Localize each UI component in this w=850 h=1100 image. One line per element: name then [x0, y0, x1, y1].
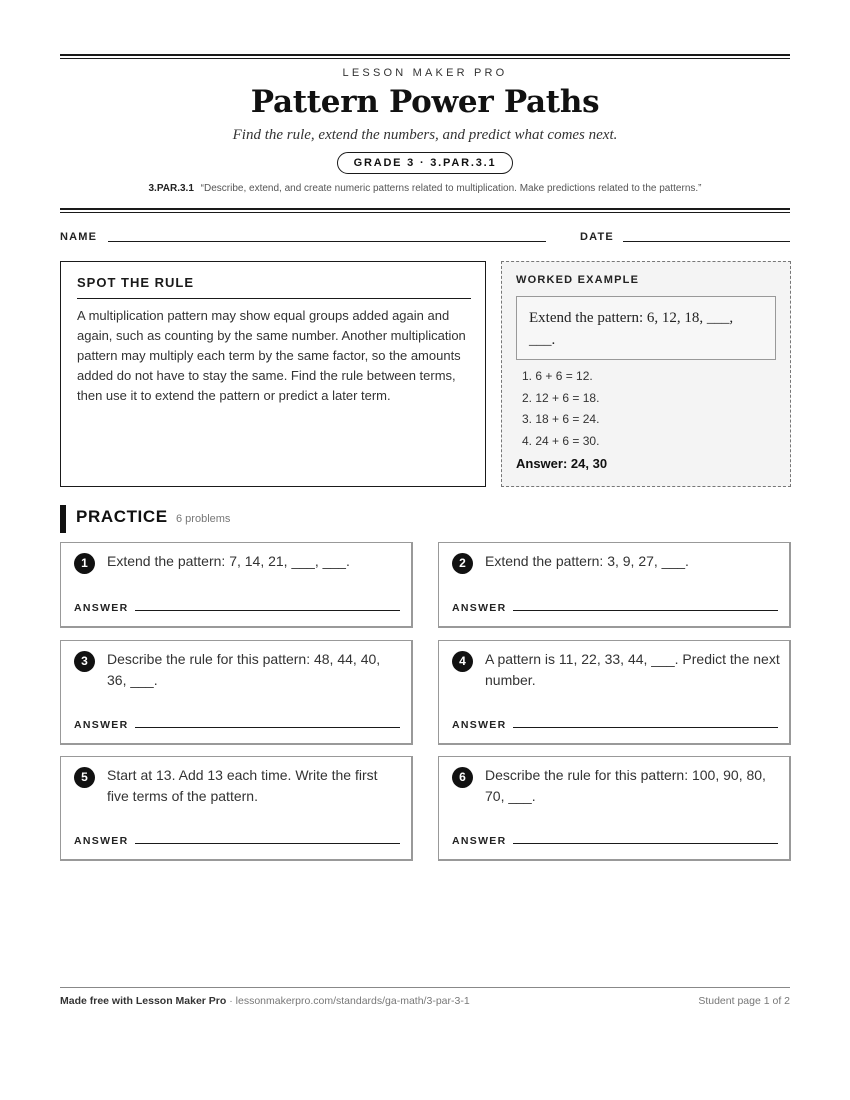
grade-badge: GRADE 3 · 3.PAR.3.1 — [337, 152, 514, 174]
problem-number-badge: 5 — [74, 767, 95, 788]
problem-number-badge: 4 — [452, 651, 473, 672]
problem-card-1 — [60, 542, 413, 628]
problem-card-3 — [60, 640, 413, 745]
problem-card-2 — [438, 542, 791, 628]
answer-label: ANSWER — [74, 602, 129, 614]
problem-number-badge: 6 — [452, 767, 473, 788]
problem-text: Start at 13. Add 13 each time. Write the first five terms of the pattern. — [107, 767, 378, 804]
date-field[interactable] — [623, 241, 790, 242]
practice-count: 6 problems — [176, 513, 231, 525]
worked-example-prompt: Extend the pattern: 6, 12, 18, ___, ___. — [516, 296, 776, 360]
problem-card-5 — [60, 756, 413, 861]
worked-example-step: 1. 6 + 6 = 12. — [522, 369, 593, 383]
page-subtitle: Find the rule, extend the numbers, and predict what comes next. — [232, 127, 618, 143]
problem-number-badge: 1 — [74, 553, 95, 574]
problem-text: Extend the pattern: 7, 14, 21, ___, ___. — [107, 553, 350, 569]
answer-field[interactable] — [513, 610, 778, 611]
answer-label: ANSWER — [74, 835, 129, 847]
problem-card-6 — [438, 756, 791, 861]
worked-example-heading: WORKED EXAMPLE — [516, 274, 640, 286]
worked-example-answer: Answer: 24, 30 — [516, 456, 608, 471]
spot-the-rule-heading: SPOT THE RULE — [77, 275, 195, 290]
header-top-rule — [60, 54, 790, 59]
problem-text: Describe the rule for this pattern: 100, 90, 80, 70, ___. — [485, 767, 766, 804]
answer-field[interactable] — [135, 610, 400, 611]
worked-example-steps — [522, 366, 599, 452]
name-field[interactable] — [108, 241, 546, 242]
date-label: DATE — [580, 231, 614, 243]
answer-label: ANSWER — [452, 602, 507, 614]
spot-the-rule-text: A multiplication pattern may show equal groups added again and again, such as counting by the same number. Another multiplication pattern may multiply each term by the same factor, so the amounts added do not have to stay the same. Find the rule between terms, then use it to extend the pattern or predict a later term. — [77, 308, 466, 403]
standard-text: “Describe, extend, and create numeric patterns related to multiplication. Make predictions related to the patterns.” — [200, 183, 702, 194]
worked-example-box — [501, 261, 791, 487]
answer-label: ANSWER — [452, 835, 507, 847]
problem-text: Describe the rule for this pattern: 48, 44, 40, 36, ___. — [107, 651, 381, 688]
problem-number-badge: 3 — [74, 651, 95, 672]
page-title: Pattern Power Paths — [250, 84, 600, 120]
footer-credit — [60, 995, 470, 1007]
brand-name: LESSON MAKER PRO — [342, 67, 508, 79]
answer-label: ANSWER — [452, 719, 507, 731]
standard-description — [60, 183, 790, 194]
answer-field[interactable] — [513, 727, 778, 728]
problem-card-4 — [438, 640, 791, 745]
worked-example-step: 4. 24 + 6 = 30. — [522, 433, 600, 448]
spot-the-rule-box — [60, 261, 486, 487]
problem-text: A pattern is 11, 22, 33, 44, ___. Predict the next number. — [485, 651, 780, 688]
answer-field[interactable] — [513, 843, 778, 844]
practice-heading: PRACTICE — [76, 507, 168, 526]
worked-example-step: 2. 12 + 6 = 18. — [522, 390, 600, 405]
footer-page-number: Student page 1 of 2 — [698, 995, 790, 1007]
name-label: NAME — [60, 231, 98, 243]
practice-accent-bar — [60, 505, 66, 533]
worked-example-step: 3. 18 + 6 = 24. — [522, 412, 600, 426]
worksheet-page — [60, 0, 790, 1100]
divider — [77, 298, 471, 299]
footer-made-with: Made free with Lesson Maker Pro — [60, 995, 227, 1007]
footer-rule — [60, 987, 790, 988]
header-bottom-rule — [60, 208, 790, 213]
footer-url[interactable]: · lessonmakerpro.com/standards/ga-math/3-par-3-1 — [226, 995, 470, 1007]
problem-number-badge: 2 — [452, 553, 473, 574]
standard-code: 3.PAR.3.1 — [148, 183, 194, 194]
answer-field[interactable] — [135, 727, 400, 728]
answer-label: ANSWER — [74, 719, 129, 731]
problem-text: Extend the pattern: 3, 9, 27, ___. — [485, 553, 689, 569]
answer-field[interactable] — [135, 843, 400, 844]
